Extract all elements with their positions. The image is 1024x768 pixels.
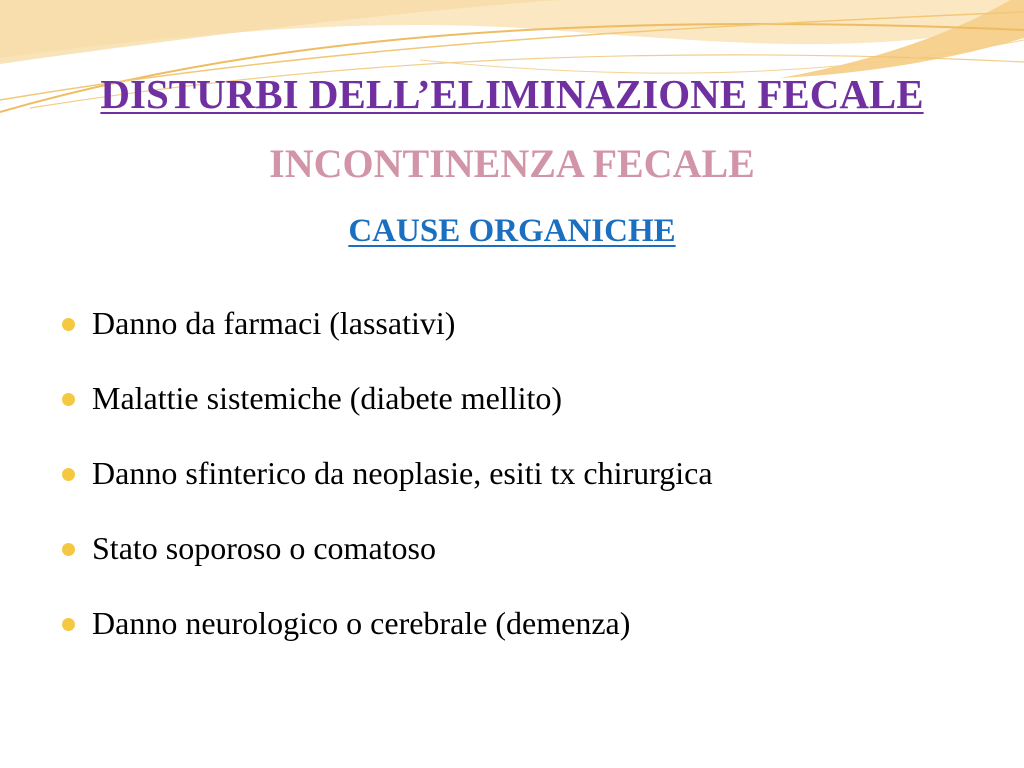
- bullet-text: Stato soporoso o comatoso: [92, 529, 436, 566]
- bullet-item: [62, 525, 713, 571]
- bullet-item: [62, 375, 713, 421]
- bullet-dot-icon: [62, 618, 75, 631]
- bullet-dot-icon: [62, 318, 75, 331]
- bullet-text: Danno sfinterico da neoplasie, esiti tx chirurgica: [92, 454, 713, 491]
- bullet-dot-icon: [62, 543, 75, 556]
- slide-title: DISTURBI DELL’ELIMINAZIONE FECALE: [100, 71, 924, 117]
- bullet-text: Danno neurologico o cerebrale (demenza): [92, 604, 631, 641]
- bullet-dot-icon: [62, 468, 75, 481]
- slide-subtitle: INCONTINENZA FECALE: [269, 141, 755, 186]
- bullet-item: [62, 300, 713, 346]
- bullet-list: [62, 300, 713, 675]
- bullet-item: [62, 450, 713, 496]
- bullet-dot-icon: [62, 393, 75, 406]
- bullet-text: Danno da farmaci (lassativi): [92, 304, 456, 341]
- bullet-text: Malattie sistemiche (diabete mellito): [92, 379, 563, 416]
- bullet-item: [62, 600, 713, 646]
- section-heading: CAUSE ORGANICHE: [348, 213, 676, 249]
